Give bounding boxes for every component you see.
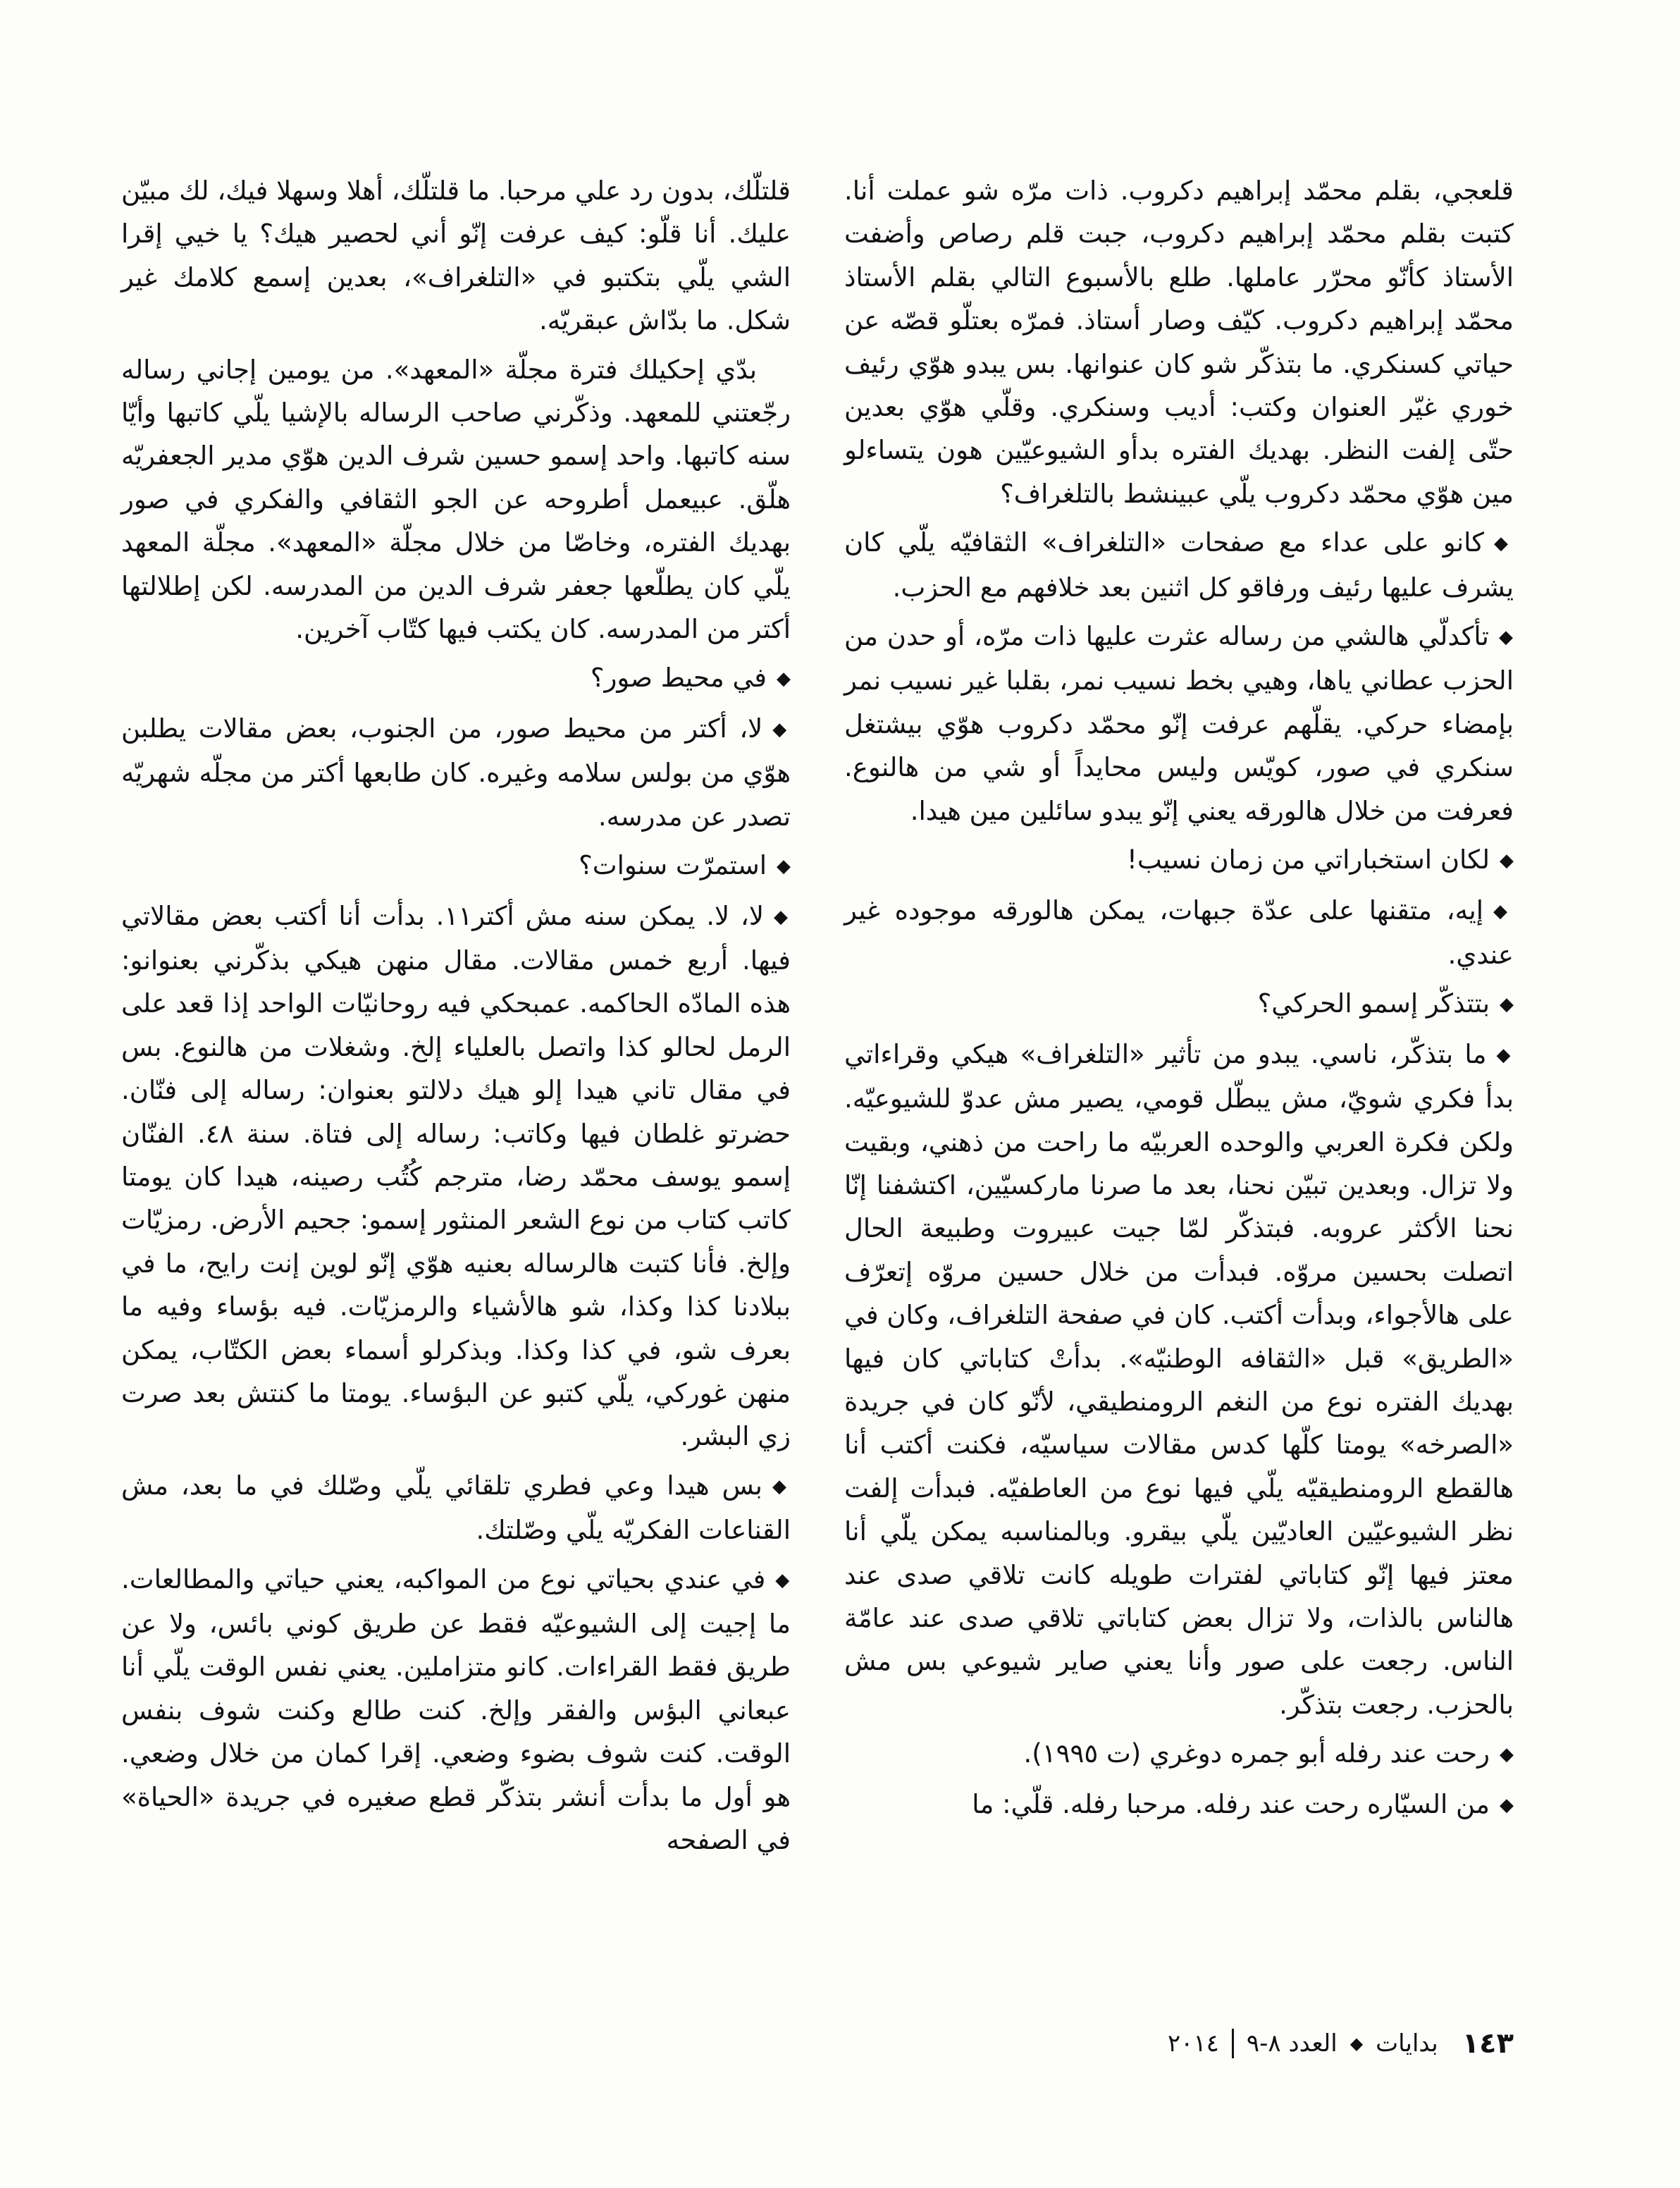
- diamond-icon: ◆: [1496, 1044, 1514, 1066]
- answer-paragraph: [121, 895, 791, 1458]
- paragraph-text: من السيّاره رحت عند رفله. مرحبا رفله. قلّي: ما: [972, 1788, 1490, 1819]
- paragraph-text: كانو على عداء مع صفحات «التلغراف» الثقافيّه يلّي كان يشرف عليها رئيف ورفاقو كل اثنين بعد خلافهم مع الحزب.: [844, 527, 1514, 603]
- question-paragraph: [844, 521, 1514, 609]
- answer-paragraph: [844, 1033, 1514, 1727]
- paragraph-text: بس هيدا وعي فطري تلقائي يلّي وصّلك في ما بعد، مش القناعات الفكريّه يلّي وصّلتك.: [121, 1470, 791, 1546]
- diamond-icon: ◆: [1498, 627, 1514, 649]
- paragraph-text: في عندي بحياتي نوع من المواكبه، يعني حياتي والمطالعات. ما إجيت إلى الشيوعيّه فقط عن طريق كوني بائس، ولا عن طريق فقط القراءات. كانو متزاملين. يعني نفس الوقت يلّي أنا عبعاني البؤس والفقر وإلخ. كنت طالع وكنت شوف بنفس الوقت. كنت شوف بضوء وضعي. إقرا كمان من خلال وضعي. هو أول ما بدأت أنشر بتذكّر قطع صغيره في جريدة «الحياة» في الصفحه: [121, 1563, 791, 1856]
- paragraph-text: بدّي إحكيلك فترة مجلّة «المعهد». من يومين إجاني رساله رجّعتني للمعهد. وذكّرني صاحب الرساله بالإشيا يلّي كاتبها وأيّا سنه كاتبها. واحد إسمو حسين شرف الدين هوّي مدير الجعفريّه هلّق. عبيعمل أطروحه عن الجو الثقافي والفكري في صور بهديك الفتره، وخاصّا من خلال مجلّة «المعهد». مجلّة المعهد يلّي كان يطلّعها جعفر شرف الدين من المدرسه. لكن إطلالتها أكتر من المدرسه. كان يكتب فيها كتّاب آخرين.: [121, 354, 791, 645]
- question-paragraph: [844, 1732, 1514, 1776]
- paragraph-text: تأكدلّي هالشي من رساله عثرت عليها ذات مرّه، أو حدن من الحزب عطاني ياها، وهيي بخط نسيب نمر، بقلبا غير نسيب نمر بإمضاء حركي. يقلّهم عرفت إنّو محمّد دكروب هوّي بيشتغل سنكري في صور، كويّس وليس محايداً أو شي من هالنوع. فعرفت من خلال هالورقه يعني إنّو يبدو سائلين مين هيدا.: [844, 621, 1514, 826]
- paragraph-text: إيه، متقنها على عدّة جبهات، يمكن هالورقه موجوده غير عندي.: [844, 895, 1514, 970]
- diamond-icon: ◆: [1500, 1744, 1514, 1766]
- page-number: ١٤٣: [1462, 2027, 1514, 2060]
- diamond-icon: ◆: [1349, 2034, 1364, 2053]
- diamond-icon: ◆: [1500, 1794, 1514, 1816]
- question-paragraph: [121, 844, 791, 888]
- answer-paragraph: [121, 707, 791, 838]
- diamond-icon: ◆: [1494, 533, 1514, 555]
- answer-paragraph: [121, 1558, 791, 1862]
- question-paragraph: [121, 1464, 791, 1552]
- paragraph-text: استمرّت سنوات؟: [579, 850, 767, 881]
- question-paragraph: [844, 982, 1514, 1026]
- paragraph-text: رحت عند رفله أبو جمره دوغري (ت ١٩٩٥).: [1023, 1738, 1490, 1769]
- text-paragraph: [844, 169, 1514, 515]
- diamond-icon: ◆: [1500, 994, 1514, 1016]
- question-paragraph: [121, 656, 791, 701]
- paragraph-text: ما بتذكّر، ناسي. يبدو من تأثير «التلغراف» هيكي وقراءاتي بدأ فكري شويّ، مش يبطّل قومي، يصير مش عدوّ للشيوعيّه. ولكن فكرة العربي والوحده العربيّه ما راحت من ذهني، وبقيت ولا تزال. وبعدين تبيّن نحنا، بعد ما صرنا ماركسيّين، اكتشفنا إنّا نحنا الأكثر عروبه. فبتذكّر لمّا جيت عبيروت وطبيعة الحال اتصلت بحسين مروّه. فبدأت من خلال حسين مروّه إتعرّف على هالأجواء، وبدأت أكتب. كان في صفحة التلغراف، وكان في «الطريق» قبل «الثقافه الوطنيّه». بدأتْ كتاباتي كان فيها بهديك الفتره نوع من النغم الرومنطيقي، لأنّو كان في جريدة «الصرخه» يومتا كلّها كدس مقالات سياسيّه، فكنت أكتب أنا هالقطع الرومنطيقيّه يلّي فيها نوع من العاطفيّه. فبدأت إلفت نظر الشيوعيّين العاديّين يلّي بيقرو. وبالمناسبه يمكن يلّي أنا معتز فيها إنّو كتاباتي لفترات طويله كانت تلاقي صدى عند هالناس بالذات، ولا تزال بعض كتاباتي تلاقي صدى عند عامّة الناس. رجعت على صور وأنا يعني صاير شيوعي بس مش بالحزب. رجعت بتذكّر.: [844, 1038, 1514, 1720]
- diamond-icon: ◆: [777, 668, 791, 690]
- diamond-icon: ◆: [777, 856, 791, 878]
- paragraph-text: لا، لا. يمكن سنه مش أكتر١١. بدأت أنا أكتب بعض مقالاتي فيها. أربع خمس مقالات. مقال منهن هيكي بذكّرني بعنوانو: هذه المادّه الحاكمه. عمبحكي فيه روحانيّات الواحد إذا قعد على الرمل لحالو كذا واتصل بالعلياء إلخ. وشغلات من هالنوع. بس في مقال تاني هيدا إلو هيك دلالتو بعنوان: رساله إلى فنّان. حضرتو غلطان فيها وكاتب: رساله إلى فتاة. سنة ٤٨. الفنّان إسمو يوسف محمّد رضا، مترجم كُتُب رصينه، هيدا كان يومتا كاتب كتاب من نوع الشعر المنثور إسمو: جحيم الأرض. رمزيّات وإلخ. فأنا كتبت هالرساله بعنيه هوّي إنّو لوين إنت رايح، ما في ببلادنا كذا وكذا، شو هالأشياء والرمزيّات. فيه بؤساء وفيه ما بعرف شو، في كذا وكذا. وبذكرلو أسماء بعض الكتّاب، يمكن منهن غوركي، يلّي كتبو عن البؤساء. يومتا ما كنتش بعد صرت زي البشر.: [121, 900, 791, 1452]
- magazine-name: بدايات: [1376, 2029, 1438, 2058]
- paragraph-text: لكان استخباراتي من زمان نسيب!: [1126, 844, 1490, 875]
- text-paragraph: [121, 348, 791, 651]
- paragraph-text: قلعجي، بقلم محمّد إبراهيم دكروب. ذات مرّه شو عملت أنا. كتبت بقلم محمّد إبراهيم دكروب، جبت قلم رصاص وأضفت الأستاذ كأنّو محرّر عاملها. طلع بالأسبوع التالي بقلم الأستاذ محمّد إبراهيم دكروب. كيّف وصار أستاذ. فمرّه بعتلّو قصّه عن حياتي كسنكري. ما بتذكّر شو كان عنوانها. بس يبدو هوّي رئيف خوري غيّر العنوان وكتب: أديب وسنكري. وقلّي هوّي بعدين حتّى إلفت النظر. بهديك الفتره بدأو الشيوعيّين هون يتساءلو مين هوّي محمّد دكروب يلّي عبينشط بالتلغراف؟: [844, 176, 1514, 509]
- paragraph-text: في محيط صور؟: [590, 663, 767, 694]
- diamond-icon: ◆: [772, 718, 791, 740]
- answer-paragraph: [844, 889, 1514, 977]
- page-footer: [1168, 2027, 1514, 2060]
- issue-year: ٢٠١٤: [1167, 2029, 1219, 2058]
- answer-paragraph: [844, 1783, 1514, 1827]
- paragraph-text: لا، أكتر من محيط صور، من الجنوب، بعض مقالات يطلبن هوّي من بولس سلامه وغيره. كان طابعها أكتر من مجلّه شهريّه تصدر عن مدرسه.: [121, 713, 791, 832]
- left-column: [121, 169, 791, 1867]
- diamond-icon: ◆: [1493, 900, 1514, 922]
- diamond-icon: ◆: [1500, 850, 1514, 872]
- right-column: [844, 169, 1514, 1833]
- answer-paragraph: [844, 615, 1514, 832]
- diamond-icon: ◆: [773, 906, 791, 928]
- divider: [1232, 2029, 1234, 2058]
- issue-number: العدد ٨-٩: [1246, 2029, 1338, 2058]
- diamond-icon: ◆: [775, 1569, 791, 1591]
- paragraph-text: قلتلّك، بدون رد علي مرحبا. ما قلتلّك، أهلا وسهلا فيك، لك مبيّن عليك. أنا قلّو: كيف عرفت إنّو أني لحصير هيك؟ يا خيي إقرا الشي يلّي بتكتبو في «التلغراف»، بعدين إسمع كلامك غير شكل. ما بدّاش عبقريّه.: [121, 176, 791, 336]
- text-paragraph: [121, 169, 791, 343]
- paragraph-text: بتتذكّر إسمو الحركي؟: [1257, 988, 1490, 1019]
- question-paragraph: [844, 838, 1514, 883]
- diamond-icon: ◆: [772, 1475, 791, 1497]
